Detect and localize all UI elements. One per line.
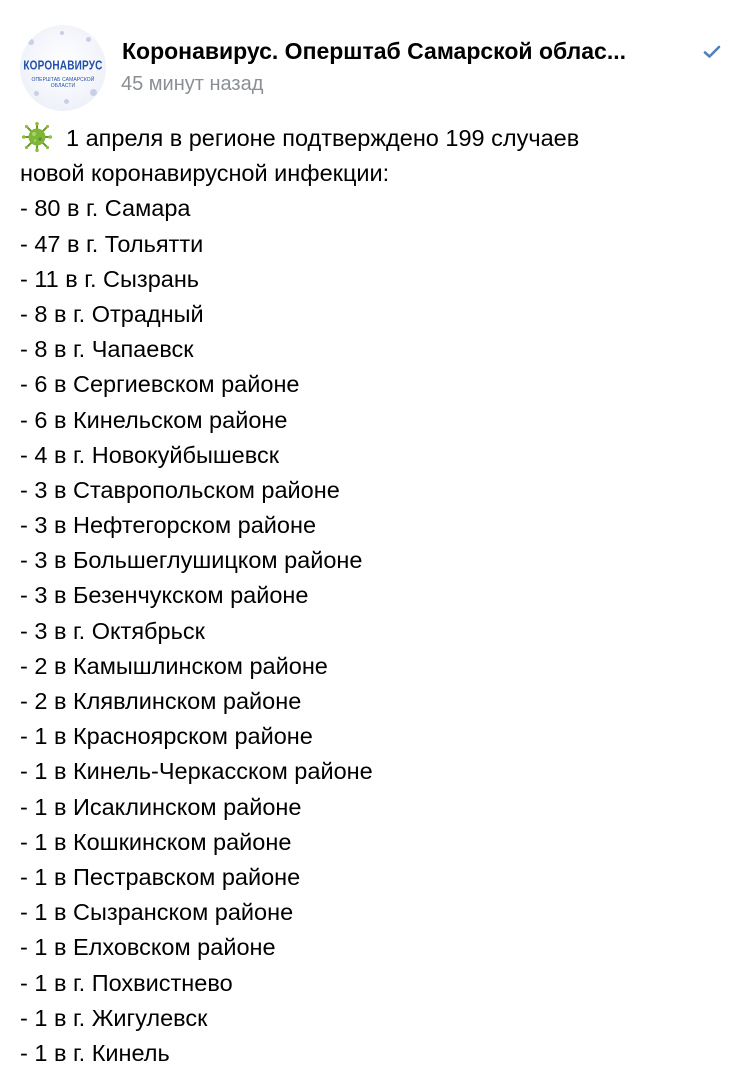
case-line: - 1 в г. Кинель (20, 1039, 170, 1066)
post-intro-text: 1 апреля в регионе подтверждено 199 случаев (66, 125, 580, 151)
case-line: - 1 в г. Похвистнево (20, 969, 233, 996)
case-line: - 6 в Сергиевском районе (20, 371, 300, 398)
case-line: - 8 в г. Отрадный (20, 300, 204, 327)
virus-emoji-icon (22, 122, 52, 152)
case-line: - 3 в Ставропольском районе (20, 476, 340, 503)
case-line: - 1 в Кинель-Черкасском районе (20, 758, 373, 785)
case-line: - 1 в Пестравском районе (20, 863, 301, 890)
post-timestamp[interactable]: 45 минут назад (121, 73, 264, 95)
case-line: - 1 в Исаклинском районе (20, 793, 302, 820)
case-line: - 1 в Елховском районе (20, 934, 276, 961)
case-line: - 1 в Кошкинском районе (20, 828, 292, 855)
post-header (0, 0, 730, 110)
case-line: - 6 в Кинельском районе (20, 406, 288, 433)
case-line: - 47 в г. Тольятти (20, 230, 204, 257)
case-line: - 2 в Камышлинском районе (20, 652, 328, 679)
case-line: - 3 в Безенчукском районе (20, 582, 309, 609)
case-line: - 3 в г. Октябрьск (20, 617, 205, 644)
post-intro-line (20, 121, 720, 156)
cases-list (20, 191, 720, 1071)
post-intro-line-2: новой коронавирусной инфекции: (20, 160, 390, 187)
post-text (20, 121, 720, 1071)
case-line: - 1 в Сызранском районе (20, 899, 294, 926)
case-line: - 1 в Красноярском районе (20, 723, 313, 750)
verified-check-icon (703, 45, 721, 59)
case-line: - 8 в г. Чапаевск (20, 336, 194, 363)
case-line: - 1 в г. Жигулевск (20, 1004, 208, 1031)
case-line: - 11 в г. Сызрань (20, 265, 200, 292)
avatar-title: КОРОНАВИРУС (23, 59, 103, 74)
case-line: - 3 в Нефтегорском районе (20, 512, 317, 539)
community-name-link[interactable]: Коронавирус. Оперштаб Самарской облас... (122, 38, 626, 64)
case-line: - 80 в г. Самара (20, 195, 191, 222)
avatar-subtitle: ОПЕРШТАБ САМАРСКОЙ ОБЛАСТИ (31, 77, 95, 89)
community-avatar[interactable] (20, 25, 106, 111)
case-line: - 2 в Клявлинском районе (20, 688, 302, 714)
case-line: - 4 в г. Новокуйбышевск (20, 441, 280, 468)
case-line: - 3 в Большеглушицком районе (20, 547, 363, 574)
